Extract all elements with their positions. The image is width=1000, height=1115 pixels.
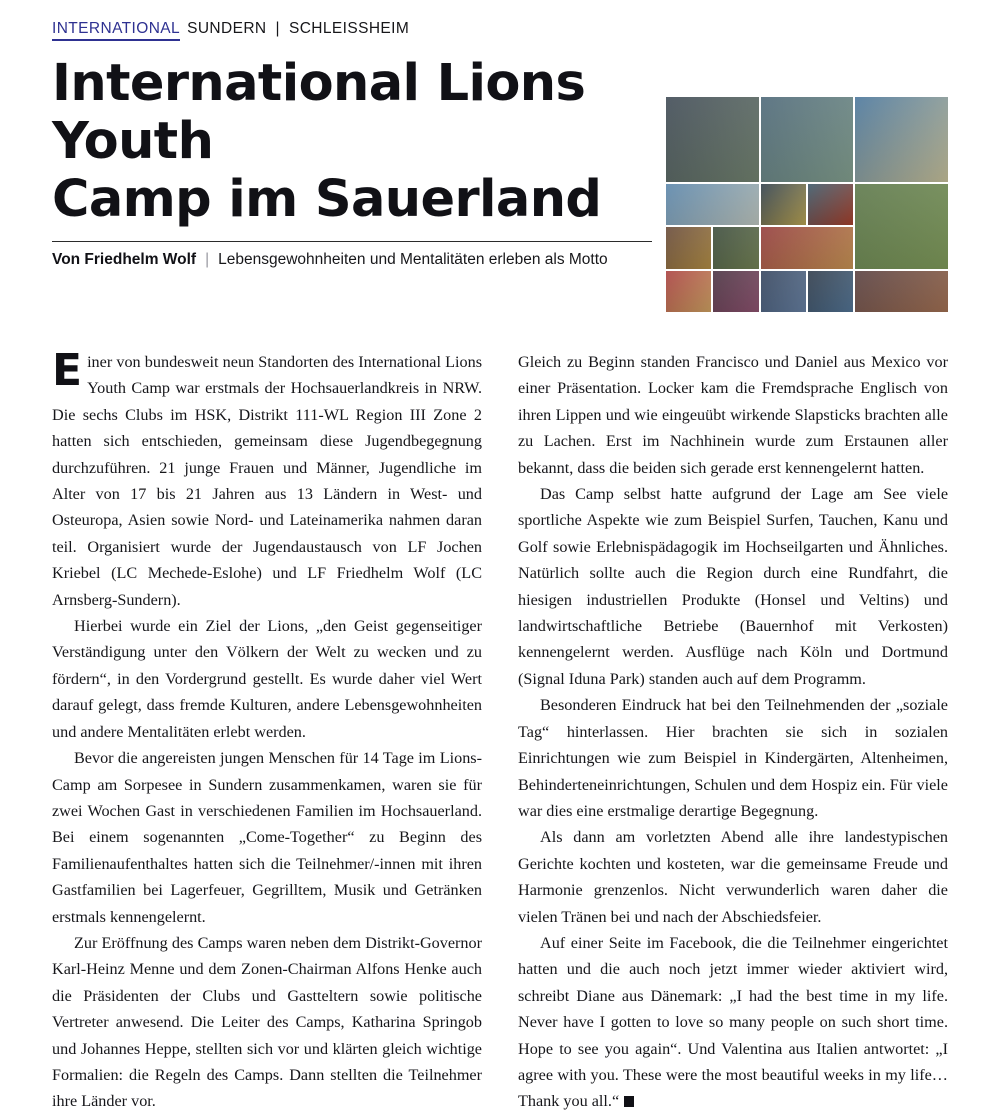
article-paragraph: Als dann am vorletzten Abend alle ihre landestypischen Gerichte kochten und kosteten, war die gemeinsame Freude und Harmonie grenzenlos. Nicht verwunderlich waren daher die vielen Tränen bei und nach der Abschiedsfeier.: [518, 828, 948, 926]
photo-group-evening: [666, 97, 759, 182]
breadcrumb-section: INTERNATIONAL: [52, 20, 180, 41]
photo-windsurfing: [855, 97, 948, 182]
byline-subline: Lebensgewohnheiten und Mentalitäten erleben als Motto: [218, 251, 608, 268]
byline-divider: |: [205, 251, 210, 268]
article-paragraph: Das Camp selbst hatte aufgrund der Lage am See viele sportliche Aspekte wie zum Beispiel Surfen, Tauchen, Kanu und Golf sowie Erlebnispädagogik im Hochseilgarten und Ähnliches. Natürlich sollte auch die Region durch eine Rundfahrt, die hiesigen industriellen Produkte (Honsel und Veltins) und landwirtschaftliche Betriebe (Bauernhof mit Verkosten) kennengelernt werden. Ausflüge nach Köln und Dortmund (Signal Iduna Park) standen auch auf dem Programm.: [518, 485, 948, 688]
photo-climbing-tower: [713, 227, 758, 268]
breadcrumb-place-2: SCHLEISSHEIM: [288, 20, 410, 37]
article-paragraph: Auf einer Seite im Facebook, die die Teilnehmer eingerichtet hatten und die auch noch jetzt immer wieder aktiviert wird, schreibt Diane aus Dänemark: „I had the best time in my life. Never have I gotten to love so many people on such short time. Hope to see you again“. Und Valentina aus Italien antwortet: „I agree with you. These were the most beautiful weeks in my life… Thank you all.“: [518, 933, 948, 1111]
article-paragraph: Gleich zu Beginn standen Francisco und Daniel aus Mexico vor einer Präsentation. Locker kam die Fremdsprache Englisch von ihren Lippen und wie eingeuübt wirkende Slapsticks brachten alle zu Lachen. Erst im Nachhinein wurde zum Erstaunen aller bekannt, dass die beiden sich gerade erst kennengelernt hatten.: [518, 353, 948, 477]
photo-canoe-group: [761, 97, 854, 182]
photo-participants-red: [666, 271, 711, 312]
end-mark-icon: [624, 1096, 634, 1107]
breadcrumb-separator: |: [275, 20, 280, 37]
headline-line-2: Camp im Sauerland: [52, 170, 602, 230]
photo-team-blue: [761, 271, 806, 312]
article-paragraph: Zur Eröffnung des Camps waren neben dem Distrikt-Governor Karl-Heinz Menne und dem Zonen-Chairman Alfons Henke auch die Präsidenten der Clubs und Gastteltern sowie politische Vertreter anwesend. Die Leiter des Camps, Katharina Springob und Johannes Heppe, stellten sich vor und klärten gleich wichtige Formalien: die Regeln des Camps. Dann stellten die Teilnehmer ihre Länder vor.: [52, 933, 482, 1111]
photo-archery: [855, 184, 948, 269]
article-body: [52, 345, 948, 1115]
drop-cap: E: [52, 345, 83, 396]
article-column-right: [518, 349, 948, 1115]
breadcrumb: [52, 0, 948, 41]
photo-lake-sail: [666, 184, 759, 225]
breadcrumb-place-1: SUNDERN: [187, 20, 267, 37]
article-paragraph: Besonderen Eindruck hat bei den Teilnehmenden der „soziale Tag“ hinterlassen. Hier brachten sie sich in sozialen Einrichtungen wie zum Beispiel in Kindergärten, Altenheimen, Behinderteneinrichtungen, Schulen und dem Hospiz ein. Für viele war dies eine erstmalige derartige Begegnung.: [518, 696, 948, 820]
photo-night-party: [713, 271, 758, 312]
article-column-left: [52, 345, 482, 1115]
headline-line-1: International Lions Youth: [52, 54, 586, 172]
photo-church-interior: [666, 227, 711, 268]
photo-rafting: [808, 184, 853, 225]
photo-flags: [808, 271, 853, 312]
byline: [52, 241, 652, 269]
page-title: [52, 55, 672, 229]
photo-farewell: [855, 271, 948, 312]
headline-block: [52, 55, 948, 287]
article-paragraph: Einer von bundesweit neun Standorten des International Lions Youth Camp war erstmals der Hochsauerlandkreis in NRW. Die sechs Clubs im HSK, Distrikt 111-WL Region III Zone 2 hatten sich entschieden, gemeinsam diese Jugendbegegnung durchzuführen. 21 junge Frauen und Männer, Jugendliche im Alter von 17 bis 21 Jahren aus 13 Ländern in West- und Osteuropa, Asien sowie Nord- und Lateinamerika nahmen daran teil. Organisiert wurde der Jugendaustausch von LF Jochen Kriebel (LC Mechede-Eslohe) und LF Friedhelm Wolf (LC Arnsberg-Sundern).: [52, 345, 482, 609]
article-paragraph: Bevor die angereisten jungen Menschen für 14 Tage im Lions-Camp am Sorpesee in Sundern zusammenkamen, waren sie für zwei Wochen Gast in verschiedenen Familien im Hochsauerland. Bei einem sogenannten „Come-Together“ zu Beginn des Familienaufenthaltes hatten sich die Teilnehmer/-innen mit ihren Gastfamilien bei Lagerfeuer, Gegrilltem, Musik und Getränken erstmals kennengelernt.: [52, 749, 482, 926]
photo-mosaic: [666, 97, 948, 312]
article-paragraph: Hierbei wurde ein Ziel der Lions, „den Geist gegenseitiger Verständigung unter den Völkern der Welt zu wecken und zu fördern“, in den Vordergrund gestellt. Es wurde daher viel Wert darauf gelegt, dass fremde Kulturen, andere Lebensgewohnheiten und andere Mentalitäten erlebt werden.: [52, 617, 482, 741]
photo-group-portrait: [761, 227, 854, 268]
byline-author: Von Friedhelm Wolf: [52, 251, 197, 268]
photo-lions-banner: [761, 184, 806, 225]
